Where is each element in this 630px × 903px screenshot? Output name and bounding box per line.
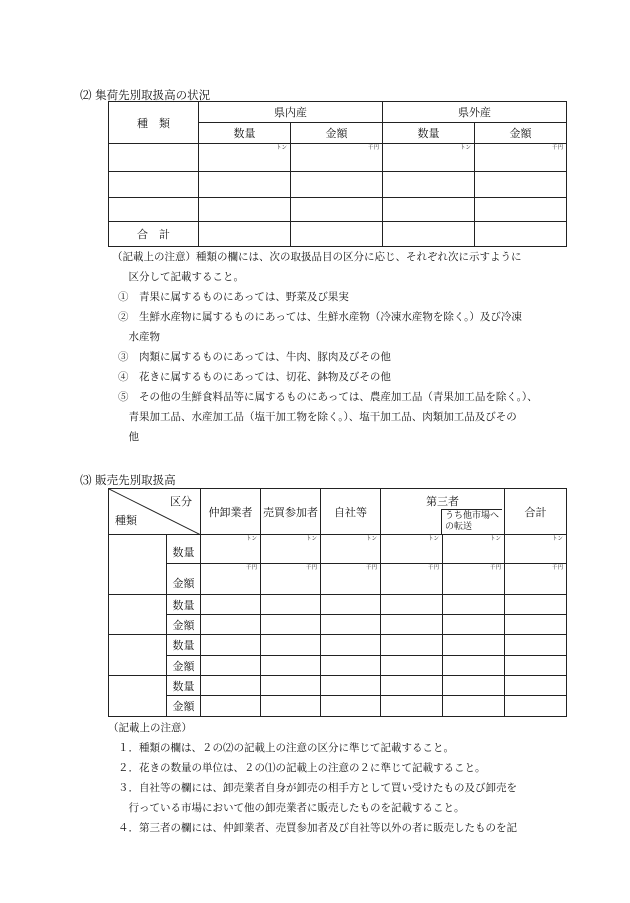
qty-label: 数量: [167, 635, 201, 656]
table-row: [109, 198, 567, 222]
unit-label: 千円: [551, 565, 563, 571]
table-cell: [475, 144, 567, 172]
table-cell: [443, 635, 505, 656]
table-cell: [475, 222, 567, 247]
table-cell: [443, 615, 505, 635]
category-header: 区分: [170, 495, 192, 508]
corner-header: [109, 489, 201, 535]
note-line: ３．自社等の欄には、卸売業者自身が卸売の相手方として買い受けたもの及び卸売を: [118, 782, 517, 794]
unit-label: トン: [551, 536, 563, 542]
qty-label: 数量: [167, 676, 201, 696]
note-line: ２．花きの数量の単位は、２の⑴の記載上の注意の２に準じて記載すること。: [118, 762, 486, 774]
table-cell: [505, 535, 567, 564]
table-cell: [475, 198, 567, 222]
table-cell: [261, 696, 321, 717]
qty-label: 数量: [167, 535, 201, 564]
note-line: ⑤ その他の生鮮食料品等に属するものにあっては、農産加工品（青果加工品を除く。）、: [118, 391, 538, 403]
table-cell: [381, 595, 443, 615]
table-cell: [381, 635, 443, 656]
table-cell: [381, 656, 443, 676]
table-cell: [475, 172, 567, 198]
note-line: ４．第三者の欄には、仲卸業者、売買参加者及び自社等以外の者に販売したものを記: [118, 822, 517, 834]
table-cell: [383, 172, 475, 198]
table-row: [109, 535, 567, 564]
table-cell: [201, 615, 261, 635]
unit-label: トン: [459, 145, 471, 151]
table-row: [109, 696, 567, 717]
wholesaler-header: 仲卸業者: [201, 489, 261, 535]
note-line: ④ 花きに属するものにあっては、切花、鉢物及びその他: [118, 371, 391, 383]
unit-label: トン: [427, 536, 439, 542]
out-prefecture-header: 県外産: [383, 102, 567, 123]
table-row: [109, 595, 567, 615]
table-cell: [443, 656, 505, 676]
table-cell: [443, 564, 505, 595]
table-cell: [201, 595, 261, 615]
table-cell: [443, 535, 505, 564]
table-cell: [321, 535, 381, 564]
table-cell: [109, 144, 199, 172]
note-line: 青果加工品、水産加工品（塩干加工物を除く。）、塩干加工品、肉類加工品及びその: [118, 411, 517, 423]
table-cell: [109, 198, 199, 222]
unit-label: トン: [245, 536, 257, 542]
table-cell: [321, 564, 381, 595]
table-row: [109, 222, 567, 247]
other-market-transfer-header: うち他市場への転送: [441, 509, 502, 534]
amount-header: 金額: [291, 123, 383, 144]
unit-label: 千円: [367, 145, 379, 151]
note-line: １．種類の欄は、２の⑵の記載上の注意の区分に準じて記載すること。: [118, 742, 454, 754]
total-label: 合 計: [109, 222, 199, 247]
unit-label: 千円: [245, 565, 257, 571]
table-cell: [201, 535, 261, 564]
table-cell: [381, 676, 443, 696]
unit-label: トン: [275, 145, 287, 151]
section3-notes: [108, 718, 517, 838]
table-row: [109, 635, 567, 656]
amount-label: 金額: [167, 564, 201, 595]
qty-header: 数量: [383, 123, 475, 144]
table-cell: [505, 676, 567, 696]
note-line: 他: [118, 431, 139, 443]
note-line: ③ 肉類に属するものにあっては、牛肉、豚肉及びその他: [118, 351, 391, 363]
note-line: ② 生鮮水産物に属するものにあっては、生鮮水産物（冷凍水産物を除く。）及び冷凍: [118, 311, 522, 323]
table-cell: [261, 535, 321, 564]
unit-label: 千円: [489, 565, 501, 571]
table-cell: [261, 656, 321, 676]
unit-label: 千円: [305, 565, 317, 571]
table-row: [109, 564, 567, 595]
note-line: 行っている市場において他の卸売業者に販売したものを記載すること。: [118, 802, 465, 814]
in-prefecture-header: 県内産: [199, 102, 383, 123]
table-cell: [201, 676, 261, 696]
total-header: 合計: [505, 489, 567, 535]
own-company-header: 自社等: [321, 489, 381, 535]
note-line: （記載上の注意）: [108, 722, 192, 734]
table-cell: [383, 198, 475, 222]
table-cell: [381, 615, 443, 635]
amount-label: 金額: [167, 656, 201, 676]
table-cell: [321, 635, 381, 656]
table-cell: [261, 615, 321, 635]
note-line: （記載上の注意）種類の欄には、次の取扱品目の区分に応じ、それぞれ次に示すように: [112, 251, 522, 263]
unit-label: トン: [365, 536, 377, 542]
table-cell: [321, 676, 381, 696]
qty-header: 数量: [199, 123, 291, 144]
amount-header: 金額: [475, 123, 567, 144]
sales-table: [108, 488, 567, 717]
table-cell: [505, 615, 567, 635]
section2-title: ⑵ 集荷先別取扱高の状況: [80, 88, 211, 102]
table-cell: [261, 635, 321, 656]
table-cell: [199, 172, 291, 198]
table-cell: [505, 656, 567, 676]
table-cell: [443, 696, 505, 717]
table-cell: [321, 615, 381, 635]
table-cell: [291, 198, 383, 222]
table-cell: [261, 564, 321, 595]
table-cell: [383, 144, 475, 172]
section2-notes: [112, 247, 538, 447]
table-cell: [321, 696, 381, 717]
kind-cell: [109, 535, 167, 595]
table-cell: [321, 595, 381, 615]
table-cell: [291, 172, 383, 198]
table-cell: [505, 635, 567, 656]
table-cell: [383, 222, 475, 247]
collection-table: [108, 101, 567, 247]
table-cell: [109, 172, 199, 198]
section3-title: ⑶ 販売先別取扱高: [80, 473, 176, 487]
table-cell: [199, 222, 291, 247]
table-cell: [505, 595, 567, 615]
table-row: [109, 656, 567, 676]
amount-label: 金額: [167, 615, 201, 635]
unit-label: トン: [489, 536, 501, 542]
table-cell: [199, 144, 291, 172]
table-cell: [381, 535, 443, 564]
table-row: [109, 615, 567, 635]
note-line: 区分して記載すること。: [118, 271, 244, 283]
third-party-label: 第三者: [426, 495, 459, 508]
buyer-header: 売買参加者: [261, 489, 321, 535]
table-cell: [505, 564, 567, 595]
table-cell: [505, 696, 567, 717]
table-cell: [201, 635, 261, 656]
table-cell: [201, 656, 261, 676]
amount-label: 金額: [167, 696, 201, 717]
table-cell: [321, 656, 381, 676]
table-cell: [381, 696, 443, 717]
table-cell: [201, 696, 261, 717]
kind-cell: [109, 595, 167, 635]
unit-label: トン: [305, 536, 317, 542]
table-cell: [291, 222, 383, 247]
table-cell: [261, 595, 321, 615]
table-cell: [381, 564, 443, 595]
table-cell: [443, 595, 505, 615]
unit-label: 千円: [551, 145, 563, 151]
table-cell: [443, 676, 505, 696]
unit-label: 千円: [427, 565, 439, 571]
table-row: [109, 676, 567, 696]
kind-cell: [109, 676, 167, 717]
table-cell: [261, 676, 321, 696]
qty-label: 数量: [167, 595, 201, 615]
table-cell: [291, 144, 383, 172]
kind-cell: [109, 635, 167, 676]
table-cell: [199, 198, 291, 222]
note-line: 水産物: [118, 331, 160, 343]
table-cell: [201, 564, 261, 595]
table-row: [109, 144, 567, 172]
kind-header: 種類: [115, 514, 137, 527]
unit-label: 千円: [365, 565, 377, 571]
kind-header: 種 類: [109, 102, 199, 144]
table-row: [109, 172, 567, 198]
note-line: ① 青果に属するものにあっては、野菜及び果実: [118, 291, 349, 303]
third-party-header: [381, 489, 505, 535]
